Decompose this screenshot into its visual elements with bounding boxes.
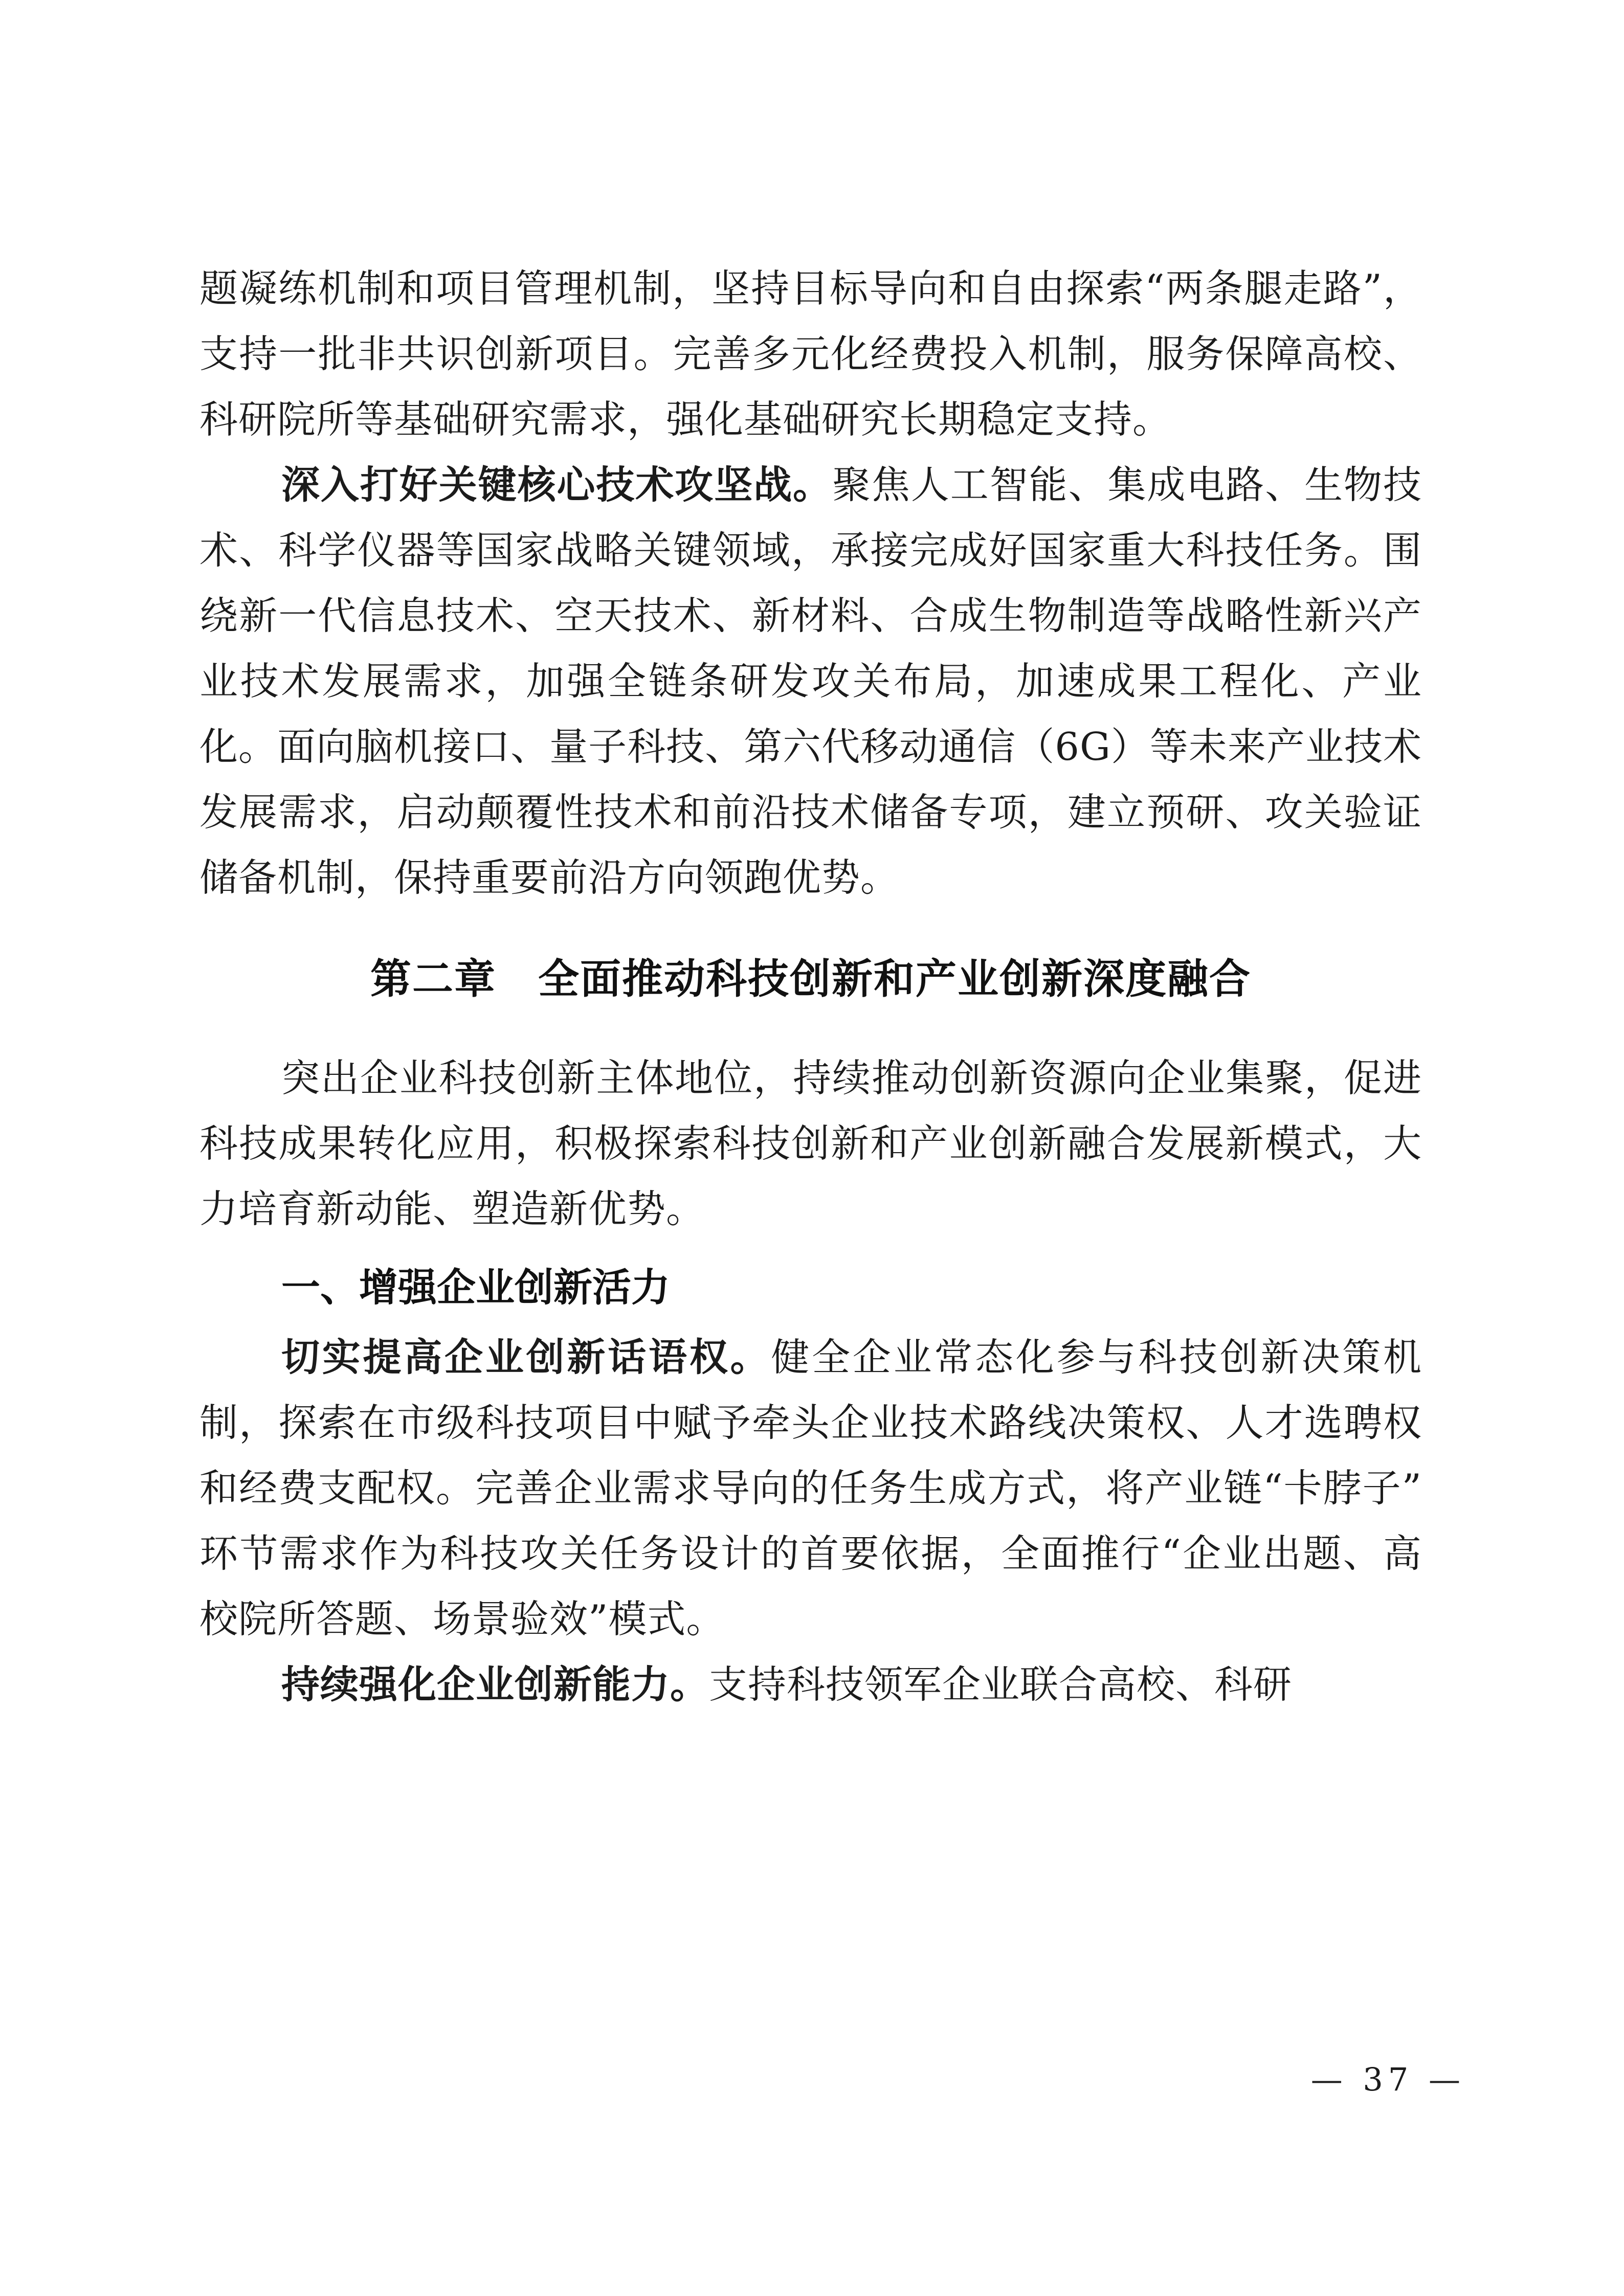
paragraph-enterprise-capability — [199, 1652, 1422, 1717]
paragraph-body-4: 健全企业常态化参与科技创新决策机制，探索在市级科技项目中赋予牵头企业技术路线决策权、人才选聘权和经费支配权。完善企业需求导向的任务生成方式，将产业链“卡脖子”环节需求作为科技攻关任务设计的首要依据，全面推行“企业出题、高校院所答题、场景验效”模式。 — [199, 1335, 1422, 1641]
paragraph-lead-2: 深入打好关键核心技术攻坚战。 — [281, 462, 832, 507]
section-heading-enterprise-vitality: 一、增强企业创新活力 — [281, 1265, 670, 1310]
paragraph-chapter-intro: 突出企业科技创新主体地位，持续推动创新资源向企业集聚，促进科技成果转化应用，积极探索科技创新和产业创新融合发展新模式，大力培育新动能、塑造新优势。 — [199, 1055, 1422, 1231]
paragraph-body-5: 支持科技领军企业联合高校、科研 — [709, 1662, 1293, 1707]
page-content — [199, 256, 1422, 1717]
page-number: — 37 — — [1310, 2061, 1465, 2098]
paragraph-enterprise-voice — [199, 1324, 1422, 1652]
paragraph-body-2: 聚焦人工智能、集成电路、生物技术、科学仪器等国家战略关键领域，承接完成好国家重大科技任务。围绕新一代信息技术、空天技术、新材料、合成生物制造等战略性新兴产业技术发展需求，加强全链条研发攻关布局，加速成果工程化、产业化。面向脑机接口、量子科技、第六代移动通信（6G）等未来产业技术发展需求，启动颠覆性技术和前沿技术储备专项，建立预研、攻关验证储备机制，保持重要前沿方向领跑优势。 — [199, 462, 1422, 900]
paragraph-lead-4: 切实提高企业创新话语权。 — [281, 1335, 771, 1380]
paragraph-lead-5: 持续强化企业创新能力。 — [281, 1662, 709, 1707]
paragraph-key-core-technology — [199, 452, 1422, 910]
paragraph-continued: 题凝练机制和项目管理机制，坚持目标导向和自由探索“两条腿走路”，支持一批非共识创新项目。完善多元化经费投入机制，服务保障高校、科研院所等基础研究需求，强化基础研究长期稳定支持。 — [199, 266, 1422, 442]
chapter-heading: 第二章 全面推动科技创新和产业创新深度融合 — [370, 955, 1251, 1003]
